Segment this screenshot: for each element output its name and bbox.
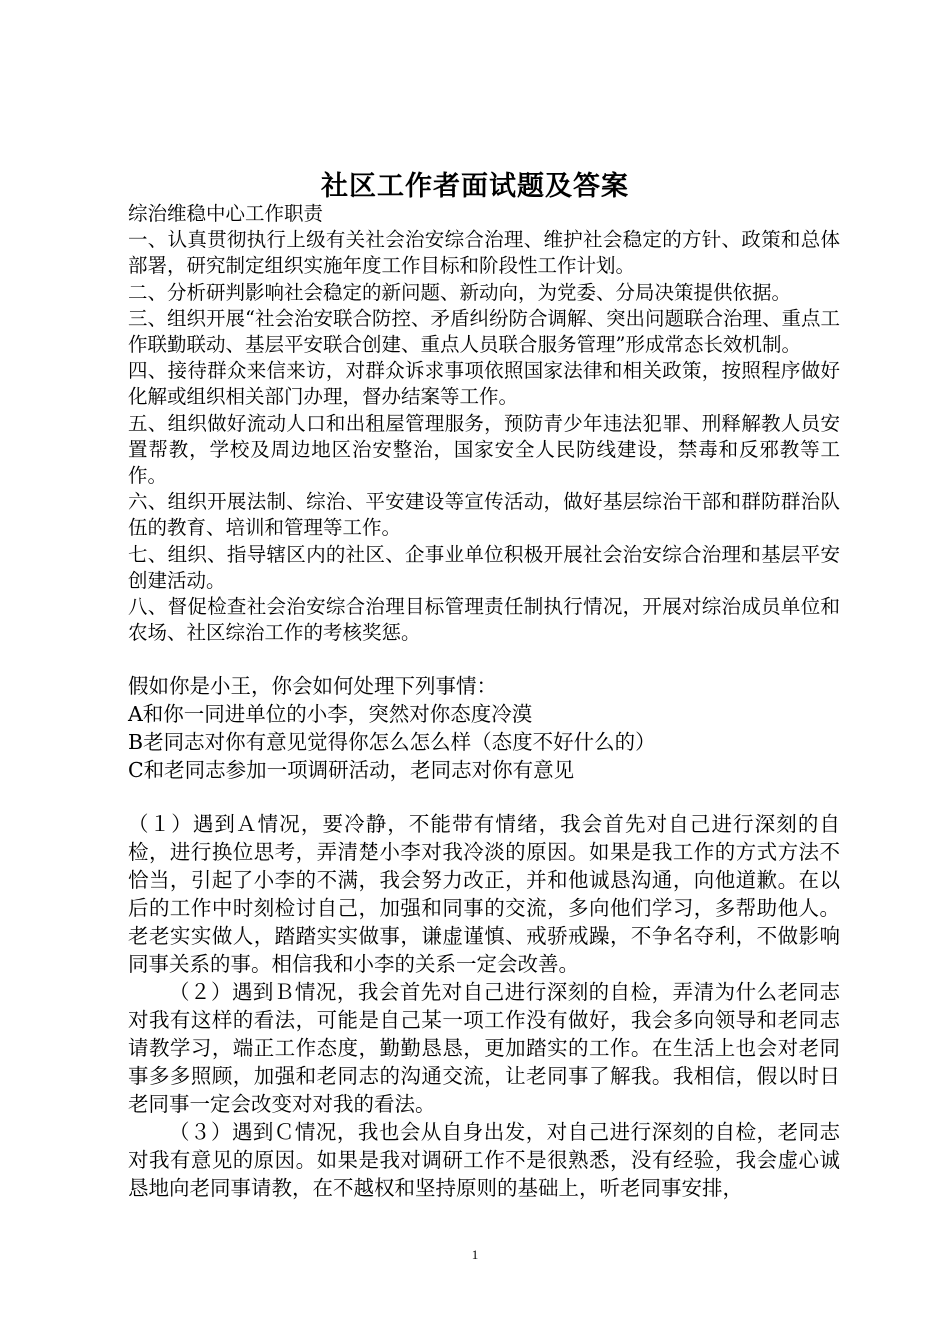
duty-item: 四、接待群众来信来访，对群众诉求事项依照国家法律和相关政策，按照程序做好化解或组织相关部门办理，督办结案等工作。 — [128, 359, 840, 409]
question-prompt: 假如你是小王，你会如何处理下列事情： — [128, 674, 497, 699]
document-title: 社区工作者面试题及答案 — [321, 171, 629, 202]
duty-item: 七、组织、指导辖区内的社区、企事业单位积极开展社会治安综合治理和基层平安创建活动。 — [128, 542, 840, 592]
blank-line — [128, 646, 840, 672]
answer-paragraph: （２）遇到Ｂ情况，我会首先对自己进行深刻的自检，弄清为什么老同志对我有这样的看法，可能是自己某一项工作没有做好，我会多向领导和老同志请教学习，端正工作态度，勤勤恳恳，更加踏实的工作。在生活上也会对老同事多多照顾，加强和老同志的沟通交流，让老同事了解我。我相信，假以时日老同事一定会改变对对我的看法。 — [128, 980, 840, 1117]
answer-paragraph: （３）遇到Ｃ情况，我也会从自身出发，对自己进行深刻的自检，老同志对我有意见的原因。如果是我对调研工作不是很熟悉，没有经验，我会虚心诚恳地向老同事请教，在不越权和坚持原则的基础上，听老同事安排， — [128, 1120, 840, 1201]
duty-item: 五、组织做好流动人口和出租屋管理服务，预防青少年违法犯罪、刑释解教人员安置帮教，学校及周边地区治安整治，国家安全人民防线建设，禁毒和反邪教等工作。 — [128, 411, 840, 488]
section-heading: 综治维稳中心工作职责 — [128, 202, 324, 225]
duty-item: 一、认真贯彻执行上级有关社会治安综合治理、维护社会稳定的方针、政策和总体部署，研究制定组织实施年度工作目标和阶段性工作计划。 — [128, 228, 840, 278]
page-number: 1 — [471, 1247, 479, 1262]
duty-item: 六、组织开展法制、综治、平安建设等宣传活动，做好基层综治干部和群防群治队伍的教育、培训和管理等工作。 — [128, 490, 840, 540]
question-option-c: C和老同志参加一项调研活动，老同志对你有意见 — [128, 758, 575, 783]
duty-item: 二、分析研判影响社会稳定的新问题、新动向，为党委、分局决策提供依据。 — [128, 280, 792, 304]
duty-item: 三、组织开展“社会治安联合防控、矛盾纠纷防合调解、突出问题联合治理、重点工作联勤联动、基层平安联合创建、重点人员联合服务管理”形成常态长效机制。 — [128, 306, 840, 357]
answer-paragraph: （１）遇到Ａ情况，要冷静，不能带有情绪，我会首先对自己进行深刻的自检，进行换位思考，弄清楚小李对我冷淡的原因。如果是我工作的方式方法不恰当，引起了小李的不满，我会努力改正，并和他诚恳沟通，向他道歉。在以后的工作中时刻检讨自己，加强和同事的交流，多向他们学习，多帮助他人。老老实实做人，踏踏实实做事，谦虚谨慎、戒骄戒躁，不争名夺利，不做影响同事关系的事。相信我和小李的关系一定会改善。 — [128, 812, 840, 977]
question-option-a: A和你一同进单位的小李，突然对你态度冷漠 — [128, 702, 533, 727]
document-body — [128, 201, 840, 1202]
duty-item: 八、督促检查社会治安综合治理目标管理责任制执行情况，开展对综治成员单位和农场、社区综治工作的考核奖惩。 — [128, 595, 840, 645]
question-option-b: B老同志对你有意见觉得你怎么怎么样（态度不好什么的） — [128, 730, 656, 755]
blank-line — [128, 784, 840, 810]
